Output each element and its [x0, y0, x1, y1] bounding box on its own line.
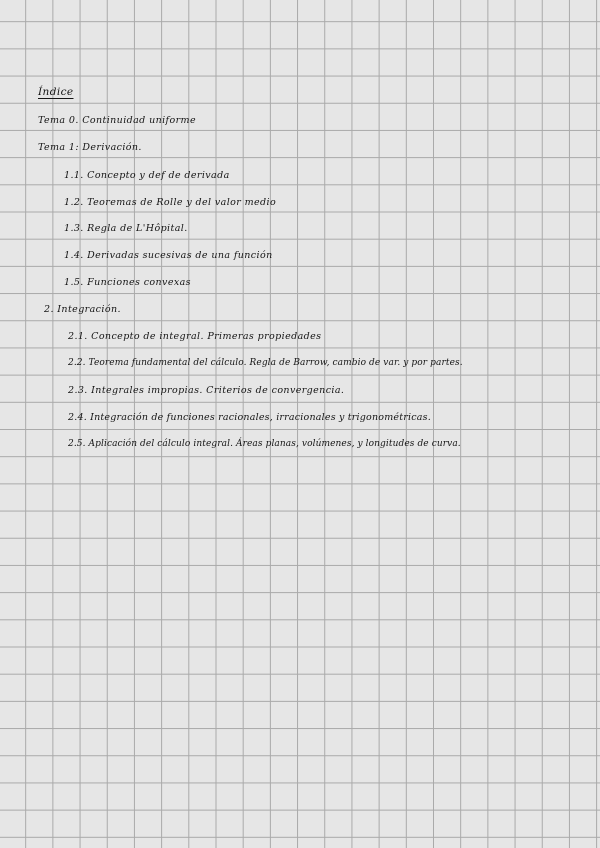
subtopic-2-4: 2.4. Integración de funciones racionales, irracionales y trigonométricas. — [68, 412, 431, 423]
subtopic-2-5: 2.5. Aplicación del cálculo integral. Áreas planas, volúmenes, y longitudes de curva. — [68, 439, 461, 449]
topic-2: 2. Integración. — [44, 304, 121, 315]
subtopic-1-1: 1.1. Concepto y def de derivada — [64, 170, 230, 181]
subtopic-1-2: 1.2. Teoremas de Rolle y del valor medio — [64, 197, 277, 208]
index-title: Índice — [38, 86, 74, 98]
subtopic-1-4: 1.4. Derivadas sucesivas de una función — [64, 250, 273, 261]
topic-0: Tema 0. Continuidad uniforme — [38, 115, 196, 126]
topic-1: Tema 1: Derivación. — [38, 142, 142, 153]
subtopic-1-5: 1.5. Funciones convexas — [64, 277, 191, 288]
subtopic-2-3: 2.3. Integrales impropias. Criterios de convergencia. — [68, 385, 345, 396]
subtopic-1-3: 1.3. Regla de L'Hôpital. — [64, 223, 188, 234]
subtopic-2-1: 2.1. Concepto de integral. Primeras propiedades — [68, 331, 322, 342]
subtopic-2-2: 2.2. Teorema fundamental del cálculo. Regla de Barrow, cambio de var. y por partes. — [68, 358, 463, 368]
